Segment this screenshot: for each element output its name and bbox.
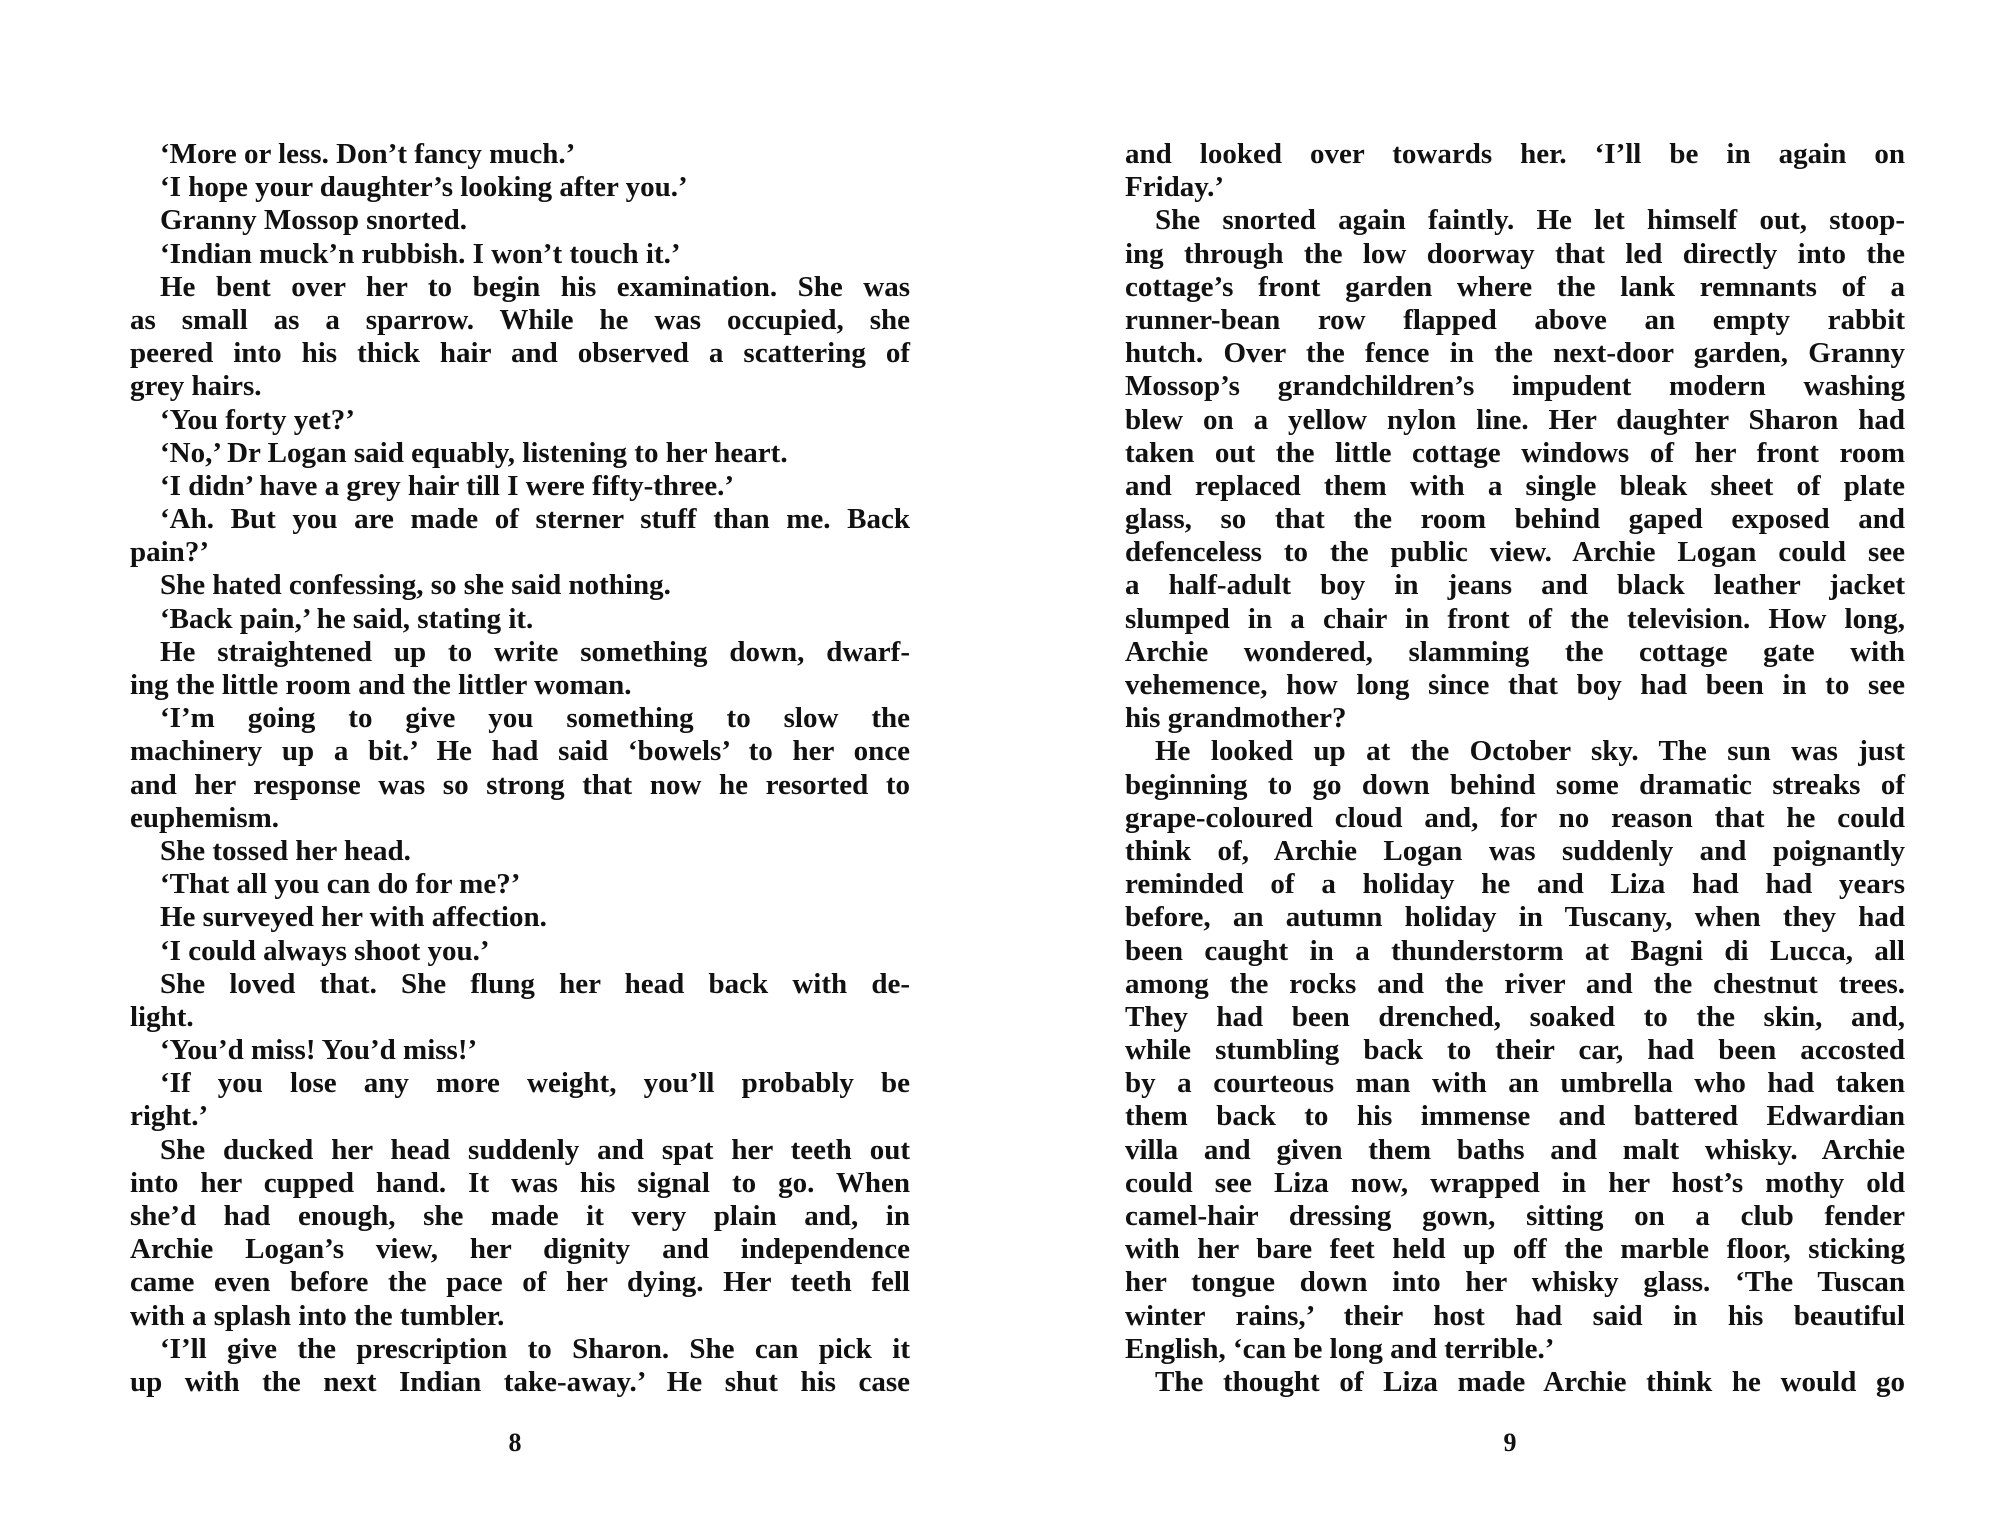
- text-line: beginning to go down behind some dramatic streaks of: [1125, 768, 1905, 801]
- text-line: and replaced them with a single bleak sheet of plate: [1125, 469, 1905, 502]
- left-page-number: 8: [508, 1428, 522, 1457]
- text-line: ‘More or less. Don’t fancy much.’: [160, 138, 576, 170]
- text-line: and looked over towards her. ‘I’ll be in again on: [1125, 138, 1905, 170]
- text-line: ‘I’m going to give you something to slow the: [160, 702, 910, 735]
- text-line: his grandmother?: [1125, 702, 1347, 735]
- text-line: and her response was so strong that now he resorted to: [130, 768, 910, 801]
- text-line: grey hairs.: [130, 370, 262, 403]
- text-line: defenceless to the public view. Archie Logan could see: [1125, 536, 1905, 569]
- text-line: ‘You forty yet?’: [160, 403, 355, 436]
- right-page-body: [1125, 138, 1905, 1399]
- text-line: right.’: [130, 1100, 209, 1133]
- text-line: ‘Back pain,’ he said, stating it.: [160, 602, 534, 635]
- text-line: glass, so that the room behind gaped exposed and: [1125, 503, 1905, 536]
- text-line: with her bare feet held up off the marble floor, sticking: [1125, 1233, 1905, 1266]
- text-line: ing through the low doorway that led directly into the: [1125, 237, 1905, 270]
- text-line: blew on a yellow nylon line. Her daughter Sharon had: [1125, 403, 1905, 436]
- text-line: English, ‘can be long and terrible.’: [1125, 1332, 1555, 1365]
- text-line: cottage’s front garden where the lank remnants of a: [1125, 270, 1905, 303]
- text-line: winter rains,’ their host had said in his beautiful: [1125, 1299, 1905, 1332]
- text-line: ‘I hope your daughter’s looking after you.’: [160, 171, 688, 204]
- right-page-number: 9: [1503, 1428, 1517, 1457]
- text-line: euphemism.: [130, 801, 280, 834]
- text-line: came even before the pace of her dying. Her teeth fell: [130, 1266, 910, 1299]
- text-line: ‘If you lose any more weight, you’ll probably be: [160, 1067, 910, 1100]
- text-line: He bent over her to begin his examination. She was: [160, 270, 910, 303]
- text-line: peered into his thick hair and observed a scattering of: [130, 337, 910, 370]
- text-line: her tongue down into her whisky glass. ‘The Tuscan: [1125, 1266, 1905, 1299]
- text-line: a half-adult boy in jeans and black leather jacket: [1125, 569, 1905, 602]
- text-line: could see Liza now, wrapped in her host’s mothy old: [1125, 1166, 1905, 1199]
- text-line: grape-coloured cloud and, for no reason that he could: [1125, 801, 1905, 834]
- text-line: ‘Ah. But you are made of sterner stuff than me. Back: [160, 503, 910, 536]
- text-line: She ducked her head suddenly and spat her teeth out: [160, 1133, 910, 1166]
- text-line: ‘I’ll give the prescription to Sharon. She can pick it: [160, 1332, 910, 1365]
- text-line: with a splash into the tumbler.: [130, 1299, 505, 1332]
- text-line: she’d had enough, she made it very plain and, in: [130, 1200, 910, 1232]
- text-line: ing the little room and the littler woman.: [130, 669, 632, 701]
- text-line: Archie Logan’s view, her dignity and independence: [130, 1233, 910, 1266]
- text-line: He surveyed her with affection.: [160, 901, 547, 934]
- text-line: hutch. Over the fence in the next-door garden, Granny: [1125, 337, 1905, 370]
- text-line: into her cupped hand. It was his signal to go. When: [130, 1166, 910, 1199]
- text-line: Mossop’s grandchildren’s impudent modern washing: [1125, 370, 1905, 403]
- text-line: slumped in a chair in front of the television. How long,: [1125, 602, 1905, 635]
- text-line: She hated confessing, so she said nothing.: [160, 569, 671, 602]
- text-line: ‘I could always shoot you.’: [160, 934, 490, 967]
- text-line: He looked up at the October sky. The sun was just: [1155, 735, 1905, 768]
- text-line: They had been drenched, soaked to the skin, and,: [1125, 1000, 1905, 1033]
- text-line: vehemence, how long since that boy had been in to see: [1125, 669, 1905, 701]
- text-line: taken out the little cottage windows of her front room: [1125, 436, 1905, 469]
- text-line: The thought of Liza made Archie think he would go: [1155, 1365, 1905, 1398]
- text-line: She snorted again faintly. He let himself out, stoop-: [1155, 204, 1905, 237]
- text-line: ‘That all you can do for me?’: [160, 868, 521, 901]
- text-line: runner-bean row flapped above an empty rabbit: [1125, 303, 1905, 336]
- text-line: before, an autumn holiday in Tuscany, when they had: [1125, 901, 1905, 934]
- text-line: ‘Indian muck’n rubbish. I won’t touch it.’: [160, 237, 681, 270]
- text-line: camel-hair dressing gown, sitting on a club fender: [1125, 1200, 1905, 1232]
- text-line: them back to his immense and battered Edwardian: [1125, 1100, 1905, 1133]
- text-line: villa and given them baths and malt whisky. Archie: [1125, 1133, 1905, 1166]
- left-page-body: [130, 138, 910, 1399]
- text-line: She loved that. She flung her head back with de-: [160, 967, 910, 1000]
- text-line: among the rocks and the river and the chestnut trees.: [1125, 967, 1905, 1000]
- text-line: Archie wondered, slamming the cottage gate with: [1125, 635, 1905, 668]
- text-line: pain?’: [130, 536, 209, 569]
- text-line: ‘No,’ Dr Logan said equably, listening to her heart.: [160, 436, 788, 469]
- text-line: ‘You’d miss! You’d miss!’: [160, 1034, 478, 1067]
- text-line: up with the next Indian take-away.’ He shut his case: [130, 1365, 910, 1398]
- text-line: been caught in a thunderstorm at Bagni di Lucca, all: [1125, 934, 1905, 967]
- text-line: as small as a sparrow. While he was occupied, she: [130, 303, 910, 336]
- text-line: Granny Mossop snorted.: [160, 204, 467, 237]
- text-line: machinery up a bit.’ He had said ‘bowels’ to her once: [130, 735, 910, 768]
- text-line: by a courteous man with an umbrella who had taken: [1125, 1067, 1905, 1100]
- text-line: Friday.’: [1125, 171, 1225, 204]
- text-line: think of, Archie Logan was suddenly and poignantly: [1125, 834, 1905, 867]
- text-line: while stumbling back to their car, had been accosted: [1125, 1034, 1905, 1067]
- text-line: reminded of a holiday he and Liza had had years: [1125, 868, 1905, 901]
- text-line: She tossed her head.: [160, 834, 411, 867]
- text-line: He straightened up to write something down, dwarf-: [160, 635, 910, 668]
- text-line: ‘I didn’ have a grey hair till I were fifty-three.’: [160, 469, 735, 502]
- text-line: light.: [130, 1000, 194, 1033]
